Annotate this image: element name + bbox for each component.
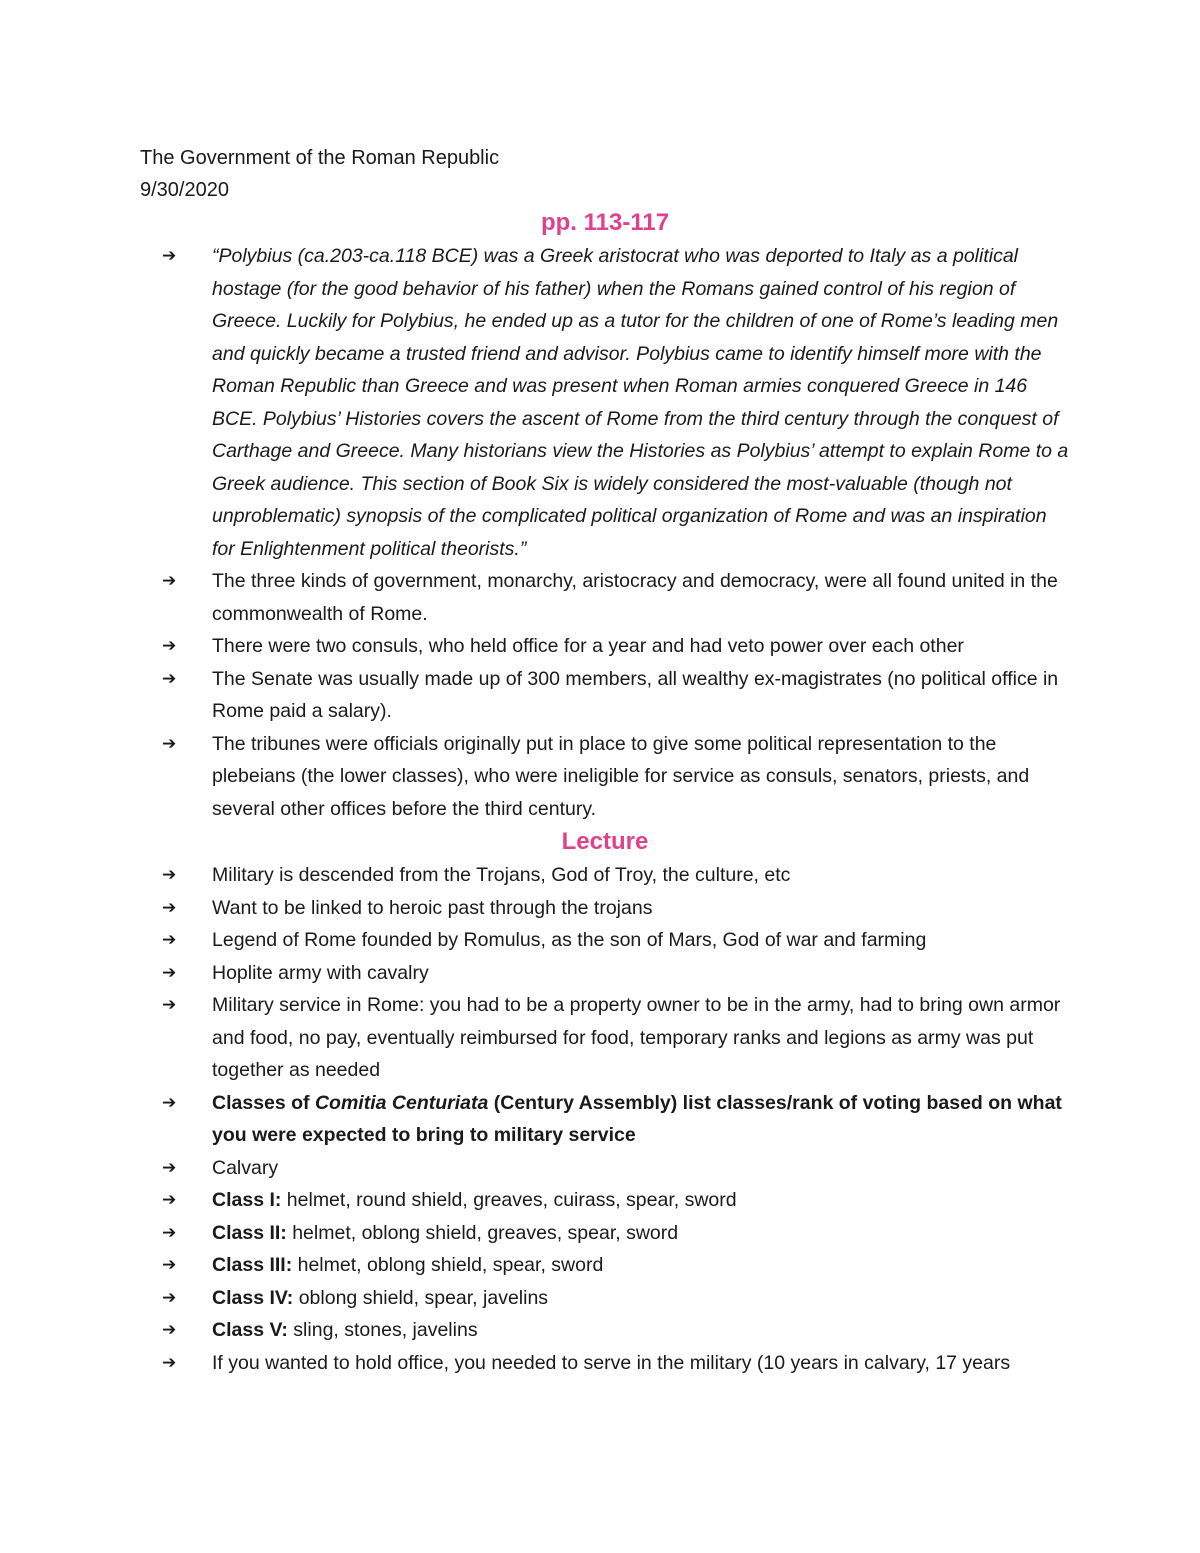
list-item <box>140 1347 1070 1380</box>
arrow-icon: ➔ <box>162 246 177 266</box>
class-label: Class IV: <box>212 1286 294 1309</box>
list-item-text: Military is descended from the Trojans, God of Troy, the culture, etc <box>212 864 791 886</box>
arrow-icon: ➔ <box>162 962 177 983</box>
list-item <box>140 892 1070 925</box>
arrow-icon: ➔ <box>162 668 177 689</box>
list-item-text: The tribunes were officials originally put in place to give some political representation to the plebeians (the lower classes), who were ineligible for service as consuls, senators, priests, and several other offices before the third century. <box>212 732 1030 820</box>
class-label: Class I: <box>212 1189 282 1211</box>
list-item-text: Military service in Rome: you had to be a property owner to be in the army, had to bring own armor and food, no pay, eventually reimbursed for food, temporary ranks and legions as army was put together as needed <box>212 994 1061 1081</box>
arrow-icon: ➔ <box>162 1352 177 1373</box>
arrow-icon: ➔ <box>162 1287 177 1308</box>
class-label: Class III: <box>212 1254 293 1276</box>
class-label: Class II: <box>212 1221 287 1244</box>
arrow-icon: ➔ <box>162 1222 177 1243</box>
list-item <box>140 1184 1070 1217</box>
arrow-icon: ➔ <box>162 733 177 754</box>
class-equipment: helmet, oblong shield, greaves, spear, sword <box>286 1221 679 1244</box>
class-label: Class V: <box>212 1319 288 1341</box>
arrow-icon: ➔ <box>162 1092 177 1113</box>
list-item-text: The three kinds of government, monarchy, aristocracy and democracy, were all found united in the commonwealth of Rome. <box>212 570 1058 625</box>
classes-intro-part3: (Century Assembly) list classes/rank of voting based on what you were expected to bring to military service <box>212 1091 1062 1146</box>
list-item-text: Legend of Rome founded by Romulus, as the son of Mars, God of war and farming <box>212 929 927 951</box>
list-item-text: Want to be linked to heroic past through the trojans <box>212 896 653 919</box>
arrow-icon: ➔ <box>162 930 177 950</box>
polybius-quote: “Polybius (ca.203-ca.118 BCE) was a Greek aristocrat who was deported to Italy as a political hostage (for the good behavior of his father) when the Romans gained control of his region of Greece. Luckily for Polybius, he ended up as a tutor for the children of one of Rome’s leading men and quickly became a trusted friend and advisor. Polybius came to identify himself more with the Roman Republic than Greece and was present when Roman armies conquered Greece in 146 BCE. Polybius’ Histories covers the ascent of Rome from the third century through the conquest of Carthage and Greece. Many historians view the Histories as Polybius’ attempt to explain Rome to a Greek audience. This section of Book Six is widely considered the most-valuable (though not unproblematic) synopsis of the complicated political organization of Rome and was an inspiration for Enlightenment political theorists.” <box>212 245 1069 560</box>
document-title: The Government of the Roman Republic <box>140 147 500 169</box>
arrow-icon: ➔ <box>162 897 177 918</box>
class-equipment: helmet, round shield, greaves, cuirass, spear, sword <box>281 1189 737 1211</box>
arrow-icon: ➔ <box>162 1320 177 1340</box>
arrow-icon: ➔ <box>162 1157 177 1178</box>
list-item <box>140 565 1070 630</box>
list-item-text: The Senate was usually made up of 300 members, all wealthy ex-magistrates (no political office in Rome paid a salary). <box>212 667 1059 722</box>
classes-intro-part1: Classes of <box>212 1091 315 1114</box>
arrow-icon: ➔ <box>162 865 177 885</box>
list-item <box>140 859 1070 892</box>
reading-heading: pp. 113-117 <box>540 209 670 236</box>
list-item <box>140 1087 1070 1152</box>
list-item <box>140 663 1070 728</box>
class-equipment: sling, stones, javelins <box>287 1319 478 1341</box>
list-item <box>140 728 1070 826</box>
list-item <box>140 989 1070 1087</box>
list-item <box>140 1249 1070 1282</box>
list-item <box>140 1314 1070 1347</box>
lecture-heading: Lecture <box>561 828 649 855</box>
arrow-icon: ➔ <box>162 995 177 1015</box>
list-item-text: Hoplite army with cavalry <box>212 961 429 984</box>
list-item <box>140 924 1070 957</box>
lecture-list <box>140 859 1070 1379</box>
class-equipment: oblong shield, spear, javelins <box>293 1286 549 1309</box>
list-item-text: There were two consuls, who held office for a year and had veto power over each other <box>212 635 964 657</box>
list-item <box>140 630 1070 663</box>
arrow-icon: ➔ <box>162 571 177 591</box>
list-item <box>140 1152 1070 1185</box>
arrow-icon: ➔ <box>162 1190 177 1210</box>
list-item <box>140 957 1070 990</box>
list-item-text: Calvary <box>212 1156 279 1179</box>
reading-list <box>140 240 1070 825</box>
list-item <box>140 1282 1070 1315</box>
list-item <box>140 240 1070 565</box>
arrow-icon: ➔ <box>162 1255 177 1275</box>
list-item-text: If you wanted to hold office, you needed to serve in the military (10 years in calvary, 17 years <box>212 1351 1011 1374</box>
class-equipment: helmet, oblong shield, spear, sword <box>292 1254 604 1276</box>
arrow-icon: ➔ <box>162 636 177 656</box>
list-item <box>140 1217 1070 1250</box>
document-date: 9/30/2020 <box>140 179 229 201</box>
classes-intro-part2: Comitia Centuriata <box>314 1091 489 1114</box>
